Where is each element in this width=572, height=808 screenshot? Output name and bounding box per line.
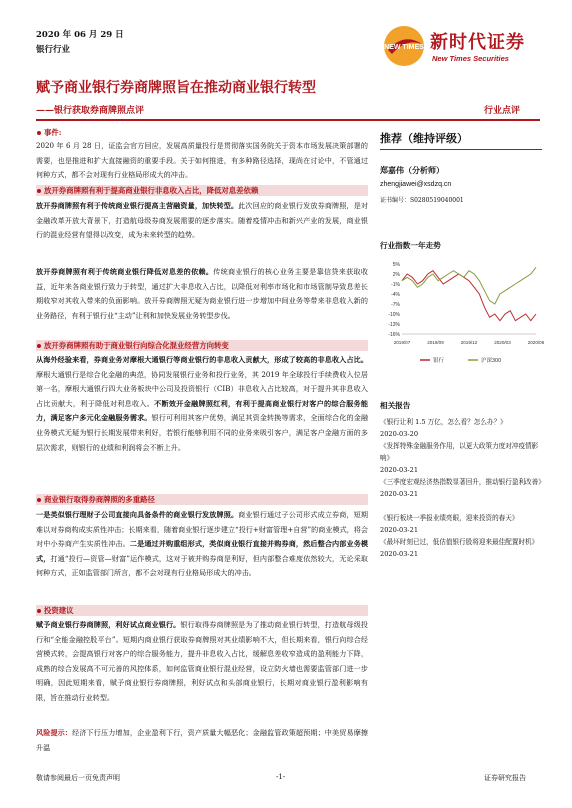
related-report-date: 2020-03-21 — [380, 526, 419, 534]
y-tick-label: -7% — [391, 302, 400, 308]
section-heading-3: 商业银行取得券商牌照的多重路径 — [36, 494, 368, 505]
report-title: 赋予商业银行券商牌照旨在推动商业银行转型 — [36, 80, 316, 96]
related-report-title: 《最坏时刻已过，低估值银行股将迎来最佳配置时机》 — [380, 538, 539, 546]
section2-paragraph: 从海外经验来看，券商业务对摩根大通银行等商业银行的非息收入贡献大，形成了较高的非息收入占比。摩根大通银行是综合化金融的典范，协同发展银行业务和投行业务，其 2019 年全球投行手续费收入位居第一名，摩根大通银行四大业务板块中公司及投资银行（CIB）非息收入占比较高，对于提升其非息收入占比贡献大，利于降低对利息收入。不断效开金融牌照红利，有利于提高商业银行对客户的综合服务能力，满足客户多元化金融服务需求。银行可利用其客户优势，满足其资金转换等需求，全面综合化的金融业务模式无疑为银行长期发展带来利好，若银行能够利用不同的业务来吸引客户，满足客户金融方面的多层次需求，则银行的业绩和利润将会不断上升。 — [36, 355, 369, 452]
series-line-银行 — [402, 271, 536, 321]
section1-paragraph-2: 放开券商牌照有利于传统商业银行降低对息差的依赖。传统商业银行的核心业务主要是靠信贷来获取收益，近年来各商业银行致力于转型，通过扩大非息收入占比，以降低对利率市场化和市场管制导致息差长期收窄对其收入带来的负面影响。放开券商牌照无疑为商业银行进一步增加中间业务等带来非息收入新的业务路径，有利于银行业“主动”让利和加快发展业务转型步伐。 — [36, 267, 369, 320]
event-paragraph: 2020 年 6 月 28 日，证监会官方回应，发展高质量投行是贯彻落实国务院关于资本市场发展决策部署的需要，也是推进和扩大直接融资的重要手段。关于如何推进，有多种路径选择，现尚在讨论中，不管通过何种方式，都不会对现有行业格局形成大的冲击。 — [36, 141, 368, 180]
related-report-date: 2020-03-21 — [380, 466, 419, 474]
analyst-email[interactable]: zhengjiawei@xsdzq.cn — [380, 181, 452, 188]
page-number: -1- — [276, 773, 286, 781]
series-line-沪深300 — [402, 267, 536, 304]
y-tick-label: -10% — [388, 312, 400, 318]
related-report-date: 2020-03-21 — [380, 490, 419, 498]
related-report-title: 《三季度宏观经济热指数显著回升，推动银行盈利改善》 — [380, 478, 545, 486]
main-content — [36, 124, 368, 768]
industry-label: 银行行业 — [36, 45, 71, 55]
company-logo — [382, 24, 552, 70]
report-type-tag: 行业点评 — [484, 106, 521, 116]
rating-divider — [380, 149, 542, 150]
related-report-item[interactable] — [380, 536, 542, 560]
event-heading: 事件: — [36, 127, 368, 138]
section1-paragraph-1: 放开券商牌照有利于传统商业银行提高主营融资量，加快转型。此次回应的商业银行发放券商牌照，是对金融改革开放大背景下，打造航母级券商发展需要的逐步落实。随着疫情冲击和新兴产业的发展，商业银行的混业经营有望得以改变，成为未来转型的趋势。 — [36, 201, 369, 240]
y-tick-label: -16% — [388, 332, 400, 338]
x-tick-label: 2019/09 — [427, 340, 444, 345]
rating-recommendation: 推荐（维持评级） — [380, 132, 468, 145]
title-divider — [36, 119, 540, 121]
x-tick-label: 2019/07 — [393, 340, 411, 345]
logo-mark-text: NEW TIMES — [384, 44, 424, 51]
logo-chinese-name: 新时代证券 — [430, 32, 525, 53]
related-report-item[interactable] — [380, 512, 542, 536]
y-tick-label: 5% — [392, 262, 400, 268]
logo-mark-icon — [382, 24, 426, 68]
legend-label: 银行 — [433, 358, 445, 364]
section-heading-4: 投资建议 — [36, 605, 368, 616]
footer-label: 证券研究报告 — [484, 774, 526, 782]
section-heading-1: 放开券商牌照有利于提高商业银行非息收入占比，降低对息差依赖 — [36, 185, 368, 196]
chart-title: 行业指数一年走势 — [380, 241, 441, 250]
related-report-item[interactable] — [380, 476, 545, 500]
report-date: 2020 年 06 月 29 日 — [36, 30, 124, 40]
x-tick-label: 2020/06 — [527, 340, 545, 345]
report-subtitle: ——银行获取券商牌照点评 — [36, 106, 145, 116]
analyst-certificate: 证书编号：S0280519040001 — [380, 197, 464, 204]
x-tick-label: 2020/03 — [494, 340, 511, 345]
index-trend-chart — [380, 258, 545, 378]
section3-paragraph: 一是类似银行理财子公司直接向具备条件的商业银行发放牌照。商业银行通过子公司形式成立券商，短期难以对券商构成实质性冲击；长期来看，随着商业银行逐步建立“投行+财富管理+自营”的商业模式，将会对中小券商产生实质性冲击。二是通过并购重组形式，类似商业银行直接并购券商，然后整合内部业务模式，打通“投行—资管—财富”运作模式，这对于被并购券商是利好，但内部整合难度依然较大，无论采取何种方式，正如监管部门所言，都不会对现有行业格局形成大的冲击。 — [36, 510, 369, 578]
logo-english-name: New Times Securities — [432, 54, 509, 63]
related-report-item[interactable] — [380, 440, 542, 476]
section4-paragraph: 赋予商业银行券商牌照，利好试点商业银行。银行取得券商牌照是为了推动商业银行转型，打造航母级投行和“全能金融控股平台”。短期内商业银行获取券商牌照对其业绩影响不大，但长期来看，银行向综合经营模式转，会提高银行对客户的综合服务能力，提升非息收入占比，缓解息差收窄造成的盈利能力下降，成熟的综合发展高不可元善的风控体系，如何监管商业银行混业经营，设立防火墙也需要监管部门进一步明确，因此短期来看，赋予商业银行券商牌照，利好试点和头部商业银行，长期对商业银行盈利影响有限，旨在推动行业转型。 — [36, 620, 369, 702]
y-tick-label: -1% — [391, 282, 400, 288]
related-report-item[interactable] — [380, 416, 542, 440]
section-heading-2: 放开券商牌照有助于商业银行向综合化混业经营方向转变 — [36, 340, 368, 351]
related-reports-heading: 相关报告 — [380, 401, 411, 410]
y-tick-label: 2% — [392, 272, 400, 278]
y-tick-label: -13% — [388, 322, 400, 328]
risk-paragraph: 风险提示：经济下行压力增加，企业盈利下行，资产质量大幅恶化；金融监管政策超预期；中美贸易摩擦升温 — [36, 728, 369, 752]
legend-label: 沪深300 — [481, 358, 502, 364]
y-tick-label: -4% — [391, 292, 400, 298]
related-report-date: 2020-03-20 — [380, 430, 419, 438]
related-report-title: 《银行板块一季报业绩亮眼，迎来投资的春天》 — [380, 514, 519, 522]
related-report-title: 《发挥特殊金融服务作用，以更大政策力度对冲疫情影响》 — [380, 442, 539, 462]
x-tick-label: 2019/12 — [460, 340, 478, 345]
footer-disclaimer: 敬请参阅最后一页免责声明 — [36, 774, 120, 782]
related-report-title: 《银行让利 1.5 万亿，怎么看？怎么办？》 — [380, 418, 507, 426]
analyst-name: 郑嘉伟（分析师） — [380, 165, 444, 175]
related-report-date: 2020-03-21 — [380, 550, 419, 558]
